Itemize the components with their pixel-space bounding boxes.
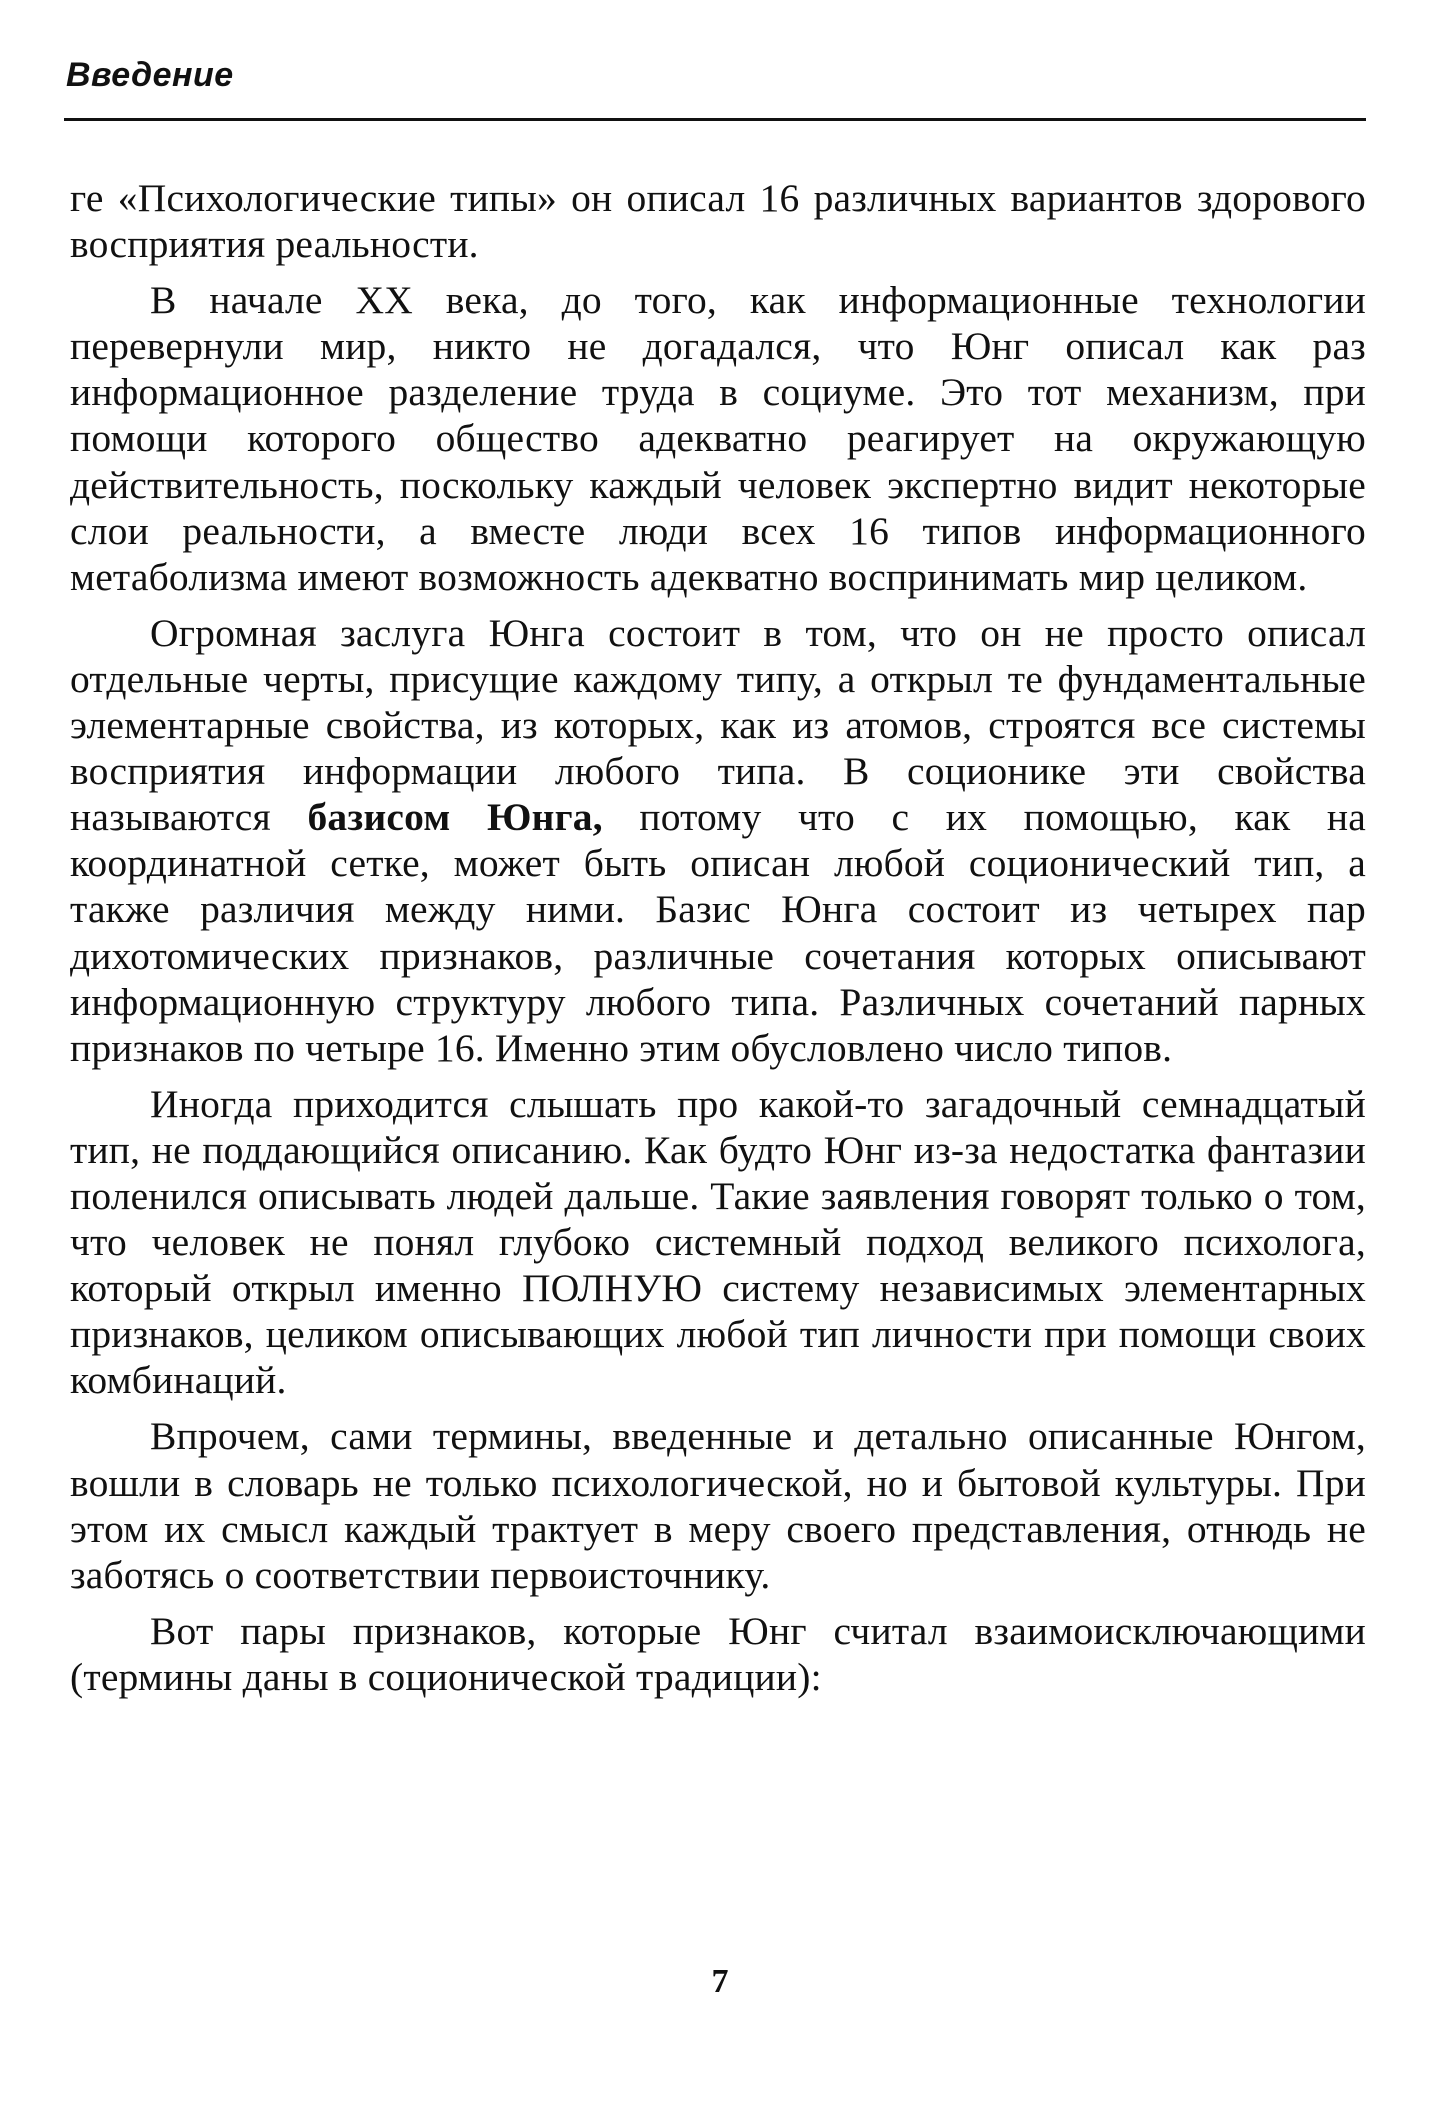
paragraph-4: Иногда приходится слышать про какой-то загадочный семнадцатый тип, не поддающийся описанию. Как будто Юнг из-за недостатка фантазии поленился описывать людей дальше. Такие заявления говорят только о том, что человек не понял глубоко системный подход великого психолога, который открыл именно ПОЛНУЮ систему независимых элементарных признаков, целиком описывающих любой тип личности при помощи своих комбинаций. xyxy=(70,1081,1366,1403)
running-head: Введение xyxy=(66,56,234,94)
paragraph-2: В начале XX века, до того, как информационные технологии перевернули мир, никто не догадался, что Юнг описал как раз информационное разделение труда в социуме. Это тот механизм, при помощи которого общество адекватно реагирует на окружающую действительность, поскольку каждый человек экспертно видит некоторые слои реальности, а вместе люди всех 16 типов информационного метаболизма имеют возможность адекватно воспринимать мир целиком. xyxy=(70,278,1366,599)
paragraph-5: Впрочем, сами термины, введенные и детально описанные Юнгом, вошли в словарь не только психологической, но и бытовой культуры. При этом их смысл каждый трактует в меру своего представления, отнюдь не заботясь о соответствии первоисточнику. xyxy=(70,1414,1366,1597)
paragraph-6: Вот пары признаков, которые Юнг считал взаимоисключающими (термины даны в соционической традиции): xyxy=(70,1608,1366,1699)
term-jung-basis: базисом Юнга, xyxy=(307,795,603,840)
paragraph-3-text-a: Огромная заслуга Юнга состоит в том, что он не просто описал отдельные черты, присущие каждому типу, а открыл те фундаментальные элементарные свойства, из которых, как из атомов, строятся все системы восприятия информации любого типа. В соционике эти свойства называются xyxy=(70,610,1366,840)
paragraph-3 xyxy=(70,610,1366,1071)
paragraph-3-text-b: потому что с их помощью, как на координатной сетке, может быть описан любой соционический тип, а также различия между ними. Базис Юнга состоит из четырех пар дихотомических признаков, различные сочетания которых описывают информационную структуру любого типа. Различных сочетаний парных признаков по четыре 16. Именно этим обусловлено число типов. xyxy=(70,795,1367,1070)
paragraph-1: ге «Психологические типы» он описал 16 различных вариантов здорового восприятия реальности. xyxy=(70,176,1366,267)
page-number: 7 xyxy=(711,1963,729,2000)
body-text xyxy=(70,175,1366,1710)
header-rule xyxy=(64,118,1366,121)
